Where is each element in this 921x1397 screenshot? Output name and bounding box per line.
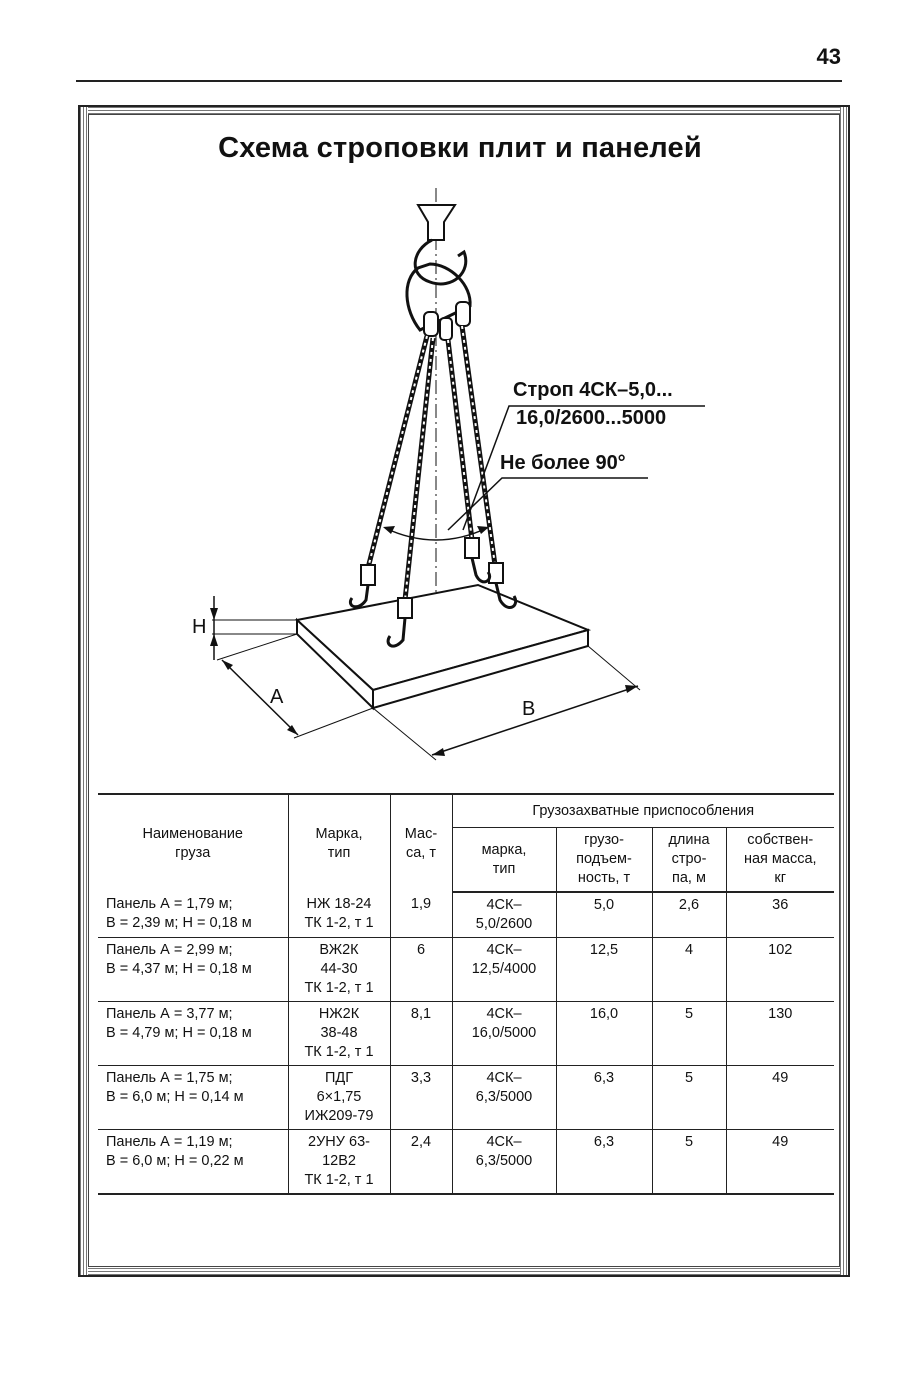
- sling-rope-texture: [462, 326, 495, 565]
- cell-name: Панель А = 1,75 м; В = 6,0 м; Н = 0,14 м: [98, 1066, 288, 1130]
- link-connector: [456, 302, 470, 326]
- cell-capacity: 6,3: [556, 1130, 652, 1195]
- link-connector: [424, 312, 438, 336]
- cell-length: 4: [652, 938, 726, 1002]
- table-row: [98, 1130, 834, 1195]
- cell-mark: НЖ2К 38-48 ТК 1-2, т 1: [288, 1002, 390, 1066]
- cell-capacity: 5,0: [556, 892, 652, 938]
- dim-b-ext: [373, 708, 436, 760]
- cell-mark: 2УНУ 63- 12В2 ТК 1-2, т 1: [288, 1130, 390, 1195]
- cell-sling: 4СК– 16,0/5000: [452, 1002, 556, 1066]
- cell-own-mass: 102: [726, 938, 834, 1002]
- cell-own-mass: 130: [726, 1002, 834, 1066]
- cell-mark: ПДГ 6×1,75 ИЖ209-79: [288, 1066, 390, 1130]
- dim-b-label: B: [522, 698, 536, 720]
- cell-mass: 2,4: [390, 1130, 452, 1195]
- cell-capacity: 6,3: [556, 1066, 652, 1130]
- cell-length: 2,6: [652, 892, 726, 938]
- header-sub-mark: марка, тип: [452, 828, 556, 893]
- cell-capacity: 16,0: [556, 1002, 652, 1066]
- page-number: 43: [816, 44, 841, 69]
- cell-name: Панель А = 1,79 м; В = 2,39 м; Н = 0,18 м: [98, 892, 288, 938]
- header-name: Наименование груза: [98, 794, 288, 892]
- sling-ferrule: [465, 538, 479, 558]
- cell-mass: 1,9: [390, 892, 452, 938]
- header-mark: Марка, тип: [288, 794, 390, 892]
- cell-sling: 4СК– 6,3/5000: [452, 1130, 556, 1195]
- dim-arrow: [210, 634, 218, 646]
- cell-sling: 4СК– 5,0/2600: [452, 892, 556, 938]
- sling-label-line1: Строп 4СК–5,0...: [513, 379, 673, 401]
- sling-label-line2: 16,0/2600...5000: [516, 407, 667, 429]
- angle-label: Не более 90°: [500, 452, 626, 474]
- cell-sling: 4СК– 6,3/5000: [452, 1066, 556, 1130]
- cell-mass: 3,3: [390, 1066, 452, 1130]
- cell-own-mass: 36: [726, 892, 834, 938]
- cell-length: 5: [652, 1066, 726, 1130]
- header-length: длина стро- па, м: [652, 828, 726, 893]
- dim-b-ext: [588, 646, 640, 690]
- cell-mark: НЖ 18-24 ТК 1-2, т 1: [288, 892, 390, 938]
- cell-length: 5: [652, 1002, 726, 1066]
- cell-own-mass: 49: [726, 1066, 834, 1130]
- dim-h-label: H: [192, 616, 207, 638]
- dim-a-ext: [294, 708, 373, 738]
- sling-ferrule: [489, 563, 503, 583]
- dim-arrow: [432, 748, 445, 756]
- end-hook-icon: [472, 558, 490, 582]
- angle-callout-leader: [448, 478, 648, 530]
- header-capacity: грузо- подъем- ность, т: [556, 828, 652, 893]
- page-title: Схема строповки плит и панелей: [218, 132, 702, 164]
- dim-arrow: [210, 608, 218, 620]
- end-hook-icon: [350, 585, 368, 607]
- cell-sling: 4СК– 12,5/4000: [452, 938, 556, 1002]
- cell-name: Панель А = 2,99 м; В = 4,37 м; Н = 0,18 м: [98, 938, 288, 1002]
- table-row: [98, 1066, 834, 1130]
- cell-own-mass: 49: [726, 1130, 834, 1195]
- dim-a-ext: [217, 634, 297, 660]
- angle-arrow: [477, 526, 489, 534]
- sling-ferrule: [398, 598, 412, 618]
- cell-capacity: 12,5: [556, 938, 652, 1002]
- table-row: [98, 938, 834, 1002]
- hook-shank: [418, 205, 455, 240]
- cell-mass: 8,1: [390, 1002, 452, 1066]
- link-connector: [440, 318, 452, 340]
- dim-a-line: [222, 660, 298, 735]
- dim-a-label: A: [270, 686, 284, 708]
- table-row: [98, 1002, 834, 1066]
- table-row: [98, 892, 834, 938]
- sling-ferrule: [361, 565, 375, 585]
- cell-name: Панель А = 3,77 м; В = 4,79 м; Н = 0,18 м: [98, 1002, 288, 1066]
- cell-mark: ВЖ2К 44-30 ТК 1-2, т 1: [288, 938, 390, 1002]
- header-group: Грузозахватные приспособления: [452, 794, 834, 828]
- loads-table: [98, 793, 834, 1195]
- cell-length: 5: [652, 1130, 726, 1195]
- cell-name: Панель А = 1,19 м; В = 6,0 м; Н = 0,22 м: [98, 1130, 288, 1195]
- cell-mass: 6: [390, 938, 452, 1002]
- header-mass: Мас- са, т: [390, 794, 452, 892]
- header-own-mass: собствен- ная масса, кг: [726, 828, 834, 893]
- angle-arrow: [383, 526, 395, 534]
- dim-arrow: [625, 685, 638, 693]
